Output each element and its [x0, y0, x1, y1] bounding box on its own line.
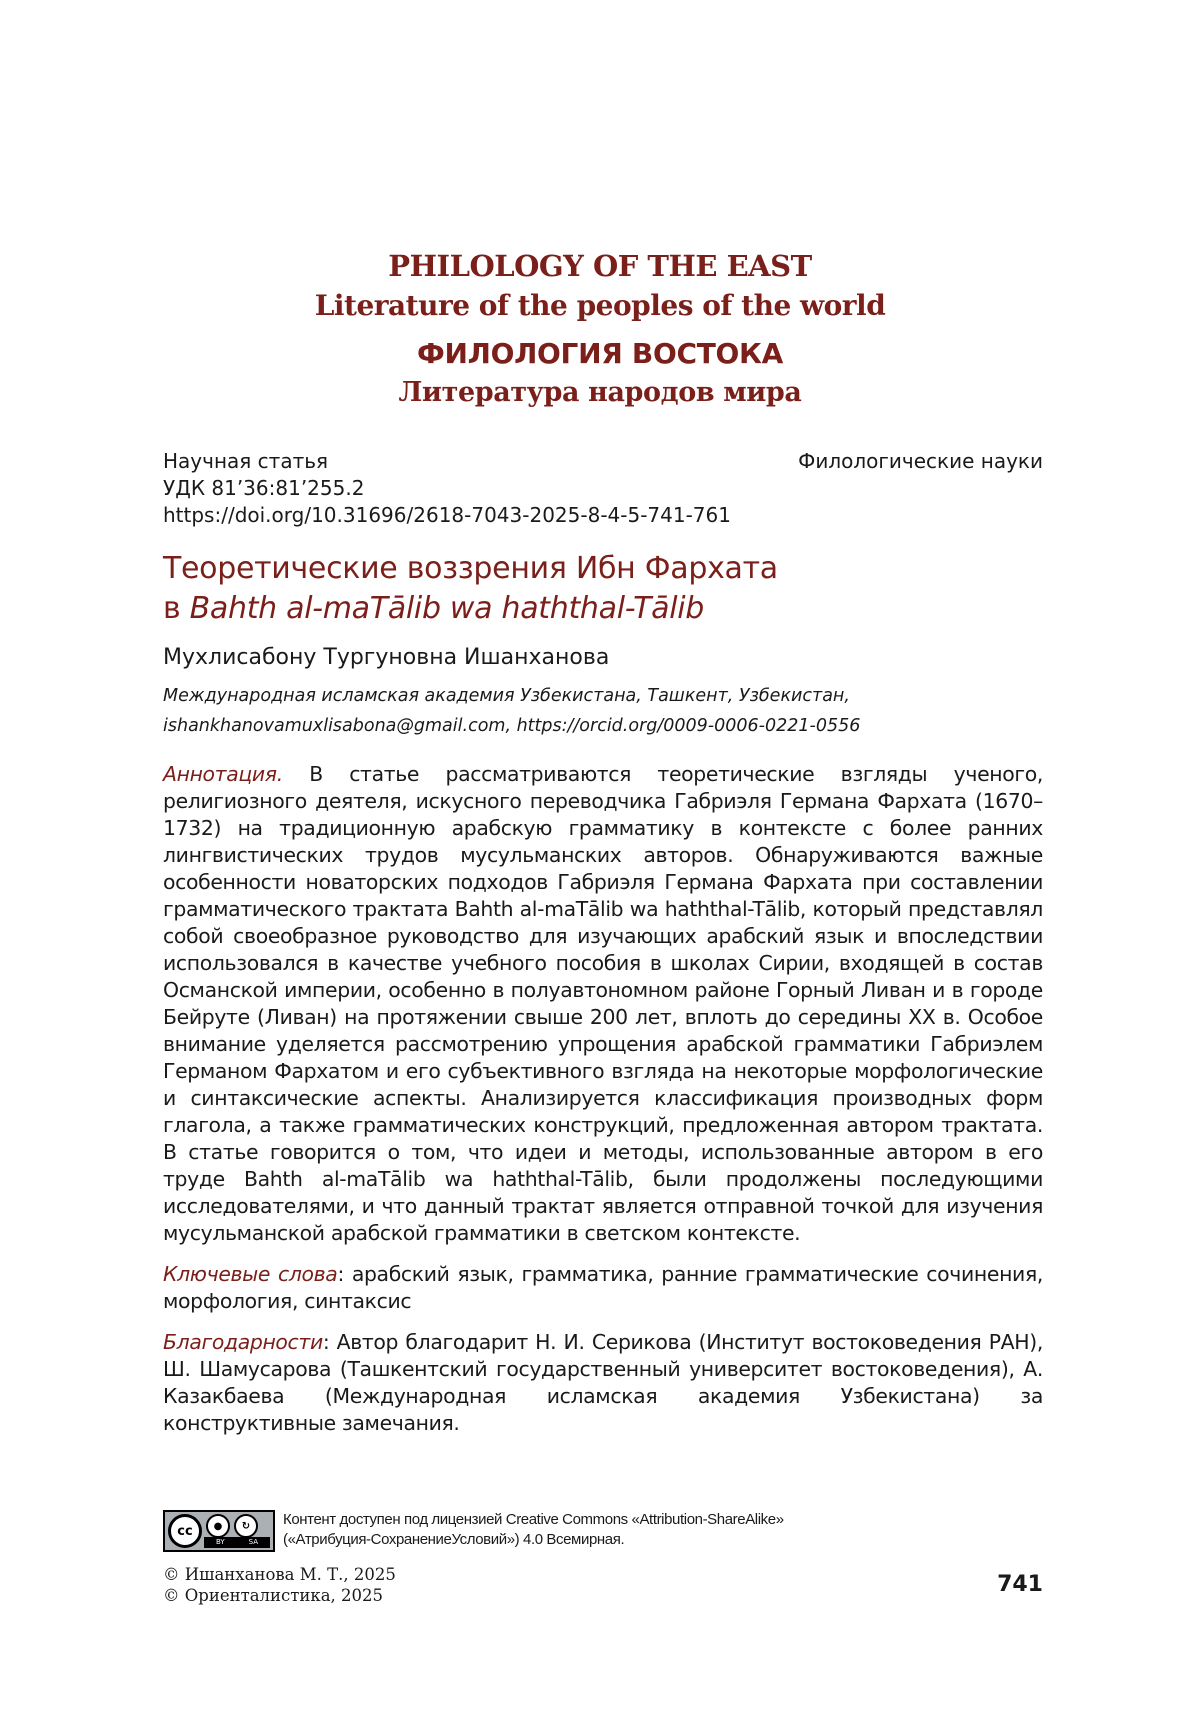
abstract-label: Аннотация.: [163, 762, 283, 786]
udk-code: УДК 81’36:81’255.2: [163, 476, 365, 500]
cc-by-label: BY: [215, 1538, 225, 1546]
title-italic: Bahth al-maTālib wa haththal-Tālib: [189, 591, 705, 626]
page-number: 741: [997, 1572, 1043, 1597]
cc-sa-label: SA: [248, 1538, 258, 1546]
journal-header: [0, 246, 1200, 412]
license-line-2: («Атрибуция-СохранениеУсловий») 4.0 Всемирная.: [283, 1531, 625, 1548]
doi-link[interactable]: https://doi.org/10.31696/2618-7043-2025-8-4-5-741-761: [163, 503, 731, 527]
meta-row: [163, 448, 1043, 475]
title-line-2: [163, 589, 1043, 629]
cc-icon: cc: [168, 1514, 202, 1548]
share-alike-icon: ↻: [234, 1514, 258, 1538]
cc-badge-bar: [204, 1537, 270, 1548]
cc-license-badge[interactable]: [163, 1510, 275, 1552]
section-title-en: PHILOLOGY OF THE EAST: [388, 249, 812, 283]
article-title: [163, 549, 1043, 629]
scientific-field: Филологические науки: [798, 449, 1043, 473]
acknowledgements-label: Благодарности: [163, 1330, 323, 1354]
copyright-journal: © Ориенталистика, 2025: [163, 1586, 384, 1605]
title-prefix: в: [163, 591, 190, 626]
author-contacts[interactable]: ishankhanovamuxlisabona@gmail.com, https://orcid.org/0009-0006-0221-0556: [163, 716, 861, 736]
license-line-1: Контент доступен под лицензией Creative Commons «Attribution-ShareAlike»: [283, 1511, 784, 1528]
keywords-text: арабский язык, грамматика, ранние грамматические сочинения, морфология, синтаксис: [163, 1262, 1043, 1313]
acknowledgements-text: Автор благодарит Н. И. Серикова (Институт востоковедения РАН), Ш. Шамусарова (Ташкентский государственный университет востоковедения), А. Казакбаева (Международная исламская академия Узбекистана) за конструктивные замечания.: [163, 1330, 1043, 1435]
subsection-title-en: Literature of the peoples of the world: [314, 289, 886, 322]
copyright-block: [163, 1564, 396, 1606]
acknowledgements: Благодарности: Автор благодарит Н. И. Серикова (Институт востоковедения РАН), Ш. Шамусарова (Ташкентский государственный университет востоковедения), А. Казакбаева (Международная исламская академия Узбекистана) за конструктивные замечания.: [163, 1330, 1043, 1435]
article-content: [163, 448, 1043, 1437]
title-line-1: Теоретические воззрения Ибн Фархата: [163, 551, 778, 586]
license-text: [283, 1510, 784, 1550]
author-affiliation: [163, 681, 1043, 741]
author-name: Мухлисабону Тургуновна Ишанханова: [163, 645, 610, 670]
keywords-label: Ключевые слова: [163, 1262, 338, 1286]
affiliation-line: Международная исламская академия Узбекистана, Ташкент, Узбекистан,: [163, 686, 850, 706]
by-person-icon: ●: [206, 1514, 230, 1538]
article-type: Научная статья: [163, 449, 329, 473]
license-block: [163, 1510, 784, 1552]
section-title-ru: ФИЛОЛОГИЯ ВОСТОКА: [417, 337, 783, 370]
copyright-author: © Ишанханова М. Т., 2025: [163, 1565, 396, 1584]
abstract: [163, 761, 1043, 1247]
subsection-title-ru: Литература народов мира: [398, 377, 802, 408]
abstract-text: В статье рассматриваются теоретические взгляды ученого, религиозного деятеля, искусного переводчика Габриэля Германа Фархата (1670–1732) на традиционную арабскую грамматику в контексте с более ранних лингвистических трудов мусульманских авторов. Обнаруживаются важные особенности новаторских подходов Габриэля Германа Фархата при составлении грамматического трактата Bahth al-maTālib wa haththal-Tālib, который представлял собой своеобразное руководство для изучающих арабский язык и впоследствии использовался в качестве учебного пособия в школах Сирии, входящей в состав Османской империи, особенно в полуавтономном районе Горный Ливан и в городе Бейруте (Ливан) на протяжении свыше 200 лет, вплоть до середины XX в. Особое внимание уделяется рассмотрению упрощения арабской грамматики Габриэлем Германом Фархатом и его субъективного взгляда на некоторые морфологические и синтаксические аспекты. Анализируется классификация производных форм глагола, а также грамматических конструкций, предложенная автором трактата. В статье говорится о том, что идеи и методы, использованные автором в его труде Bahth al-maTālib wa haththal-Tālib, были продолжены последующими исследователями, и что данный трактат является отправной точкой для изучения мусульманской арабской грамматики в светском контексте.: [163, 762, 1043, 1245]
keywords: Ключевые слова: арабский язык, грамматика, ранние грамматические сочинения, морфология, синтаксис: [163, 1262, 1043, 1313]
